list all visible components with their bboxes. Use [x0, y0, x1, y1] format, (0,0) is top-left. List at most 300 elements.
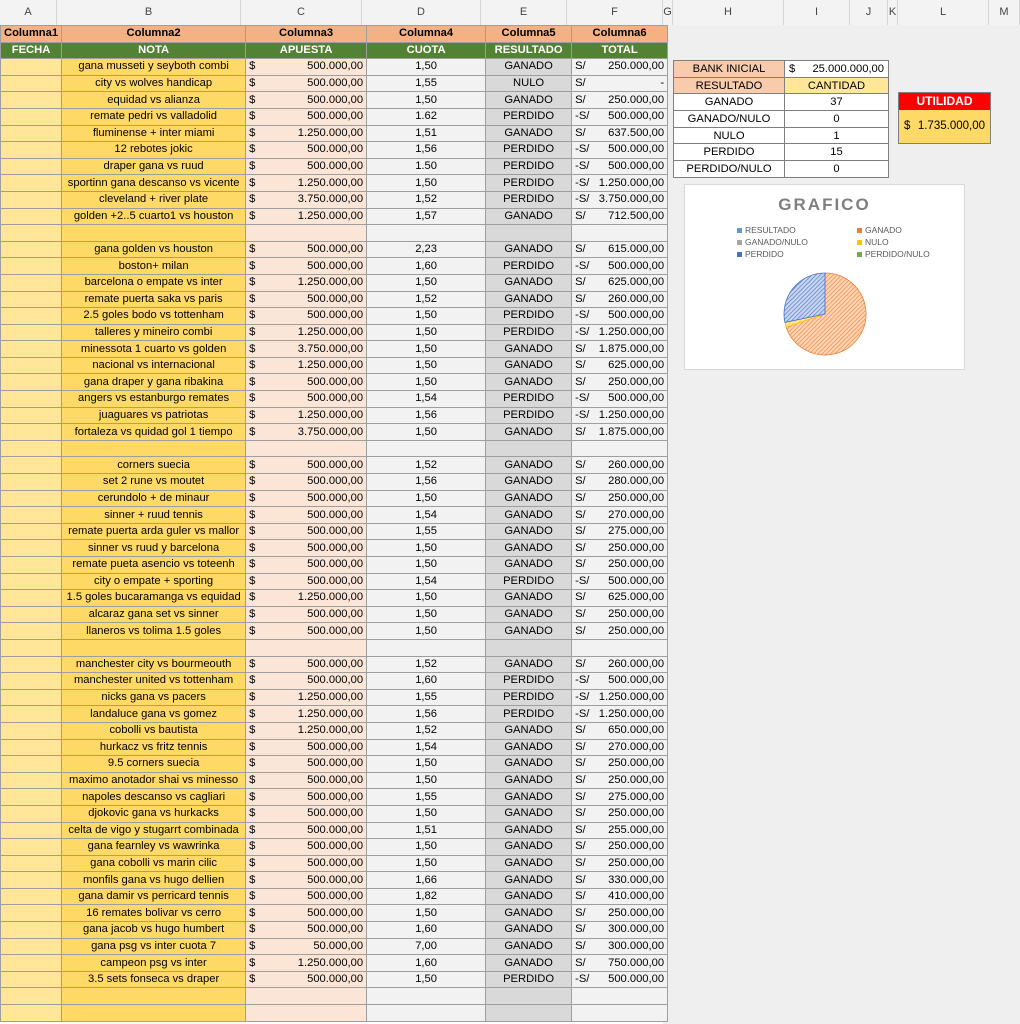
- cell-apuesta[interactable]: [246, 142, 367, 159]
- cell-total[interactable]: [572, 689, 668, 706]
- cell-apuesta[interactable]: [246, 92, 367, 109]
- cell-nota[interactable]: corners suecia: [62, 457, 246, 474]
- cell-resultado[interactable]: PERDIDO: [486, 175, 572, 192]
- cell-fecha[interactable]: [1, 357, 62, 374]
- cell-resultado[interactable]: PERDIDO: [486, 108, 572, 125]
- pie-chart[interactable]: [684, 184, 965, 370]
- empty-cell[interactable]: [1, 988, 62, 1005]
- cell-resultado[interactable]: GANADO: [486, 557, 572, 574]
- cell-total[interactable]: [572, 324, 668, 341]
- cell-nota[interactable]: 1.5 goles bucaramanga vs equidad: [62, 590, 246, 607]
- empty-cell[interactable]: [486, 988, 572, 1005]
- cell-resultado[interactable]: GANADO: [486, 357, 572, 374]
- cell-nota[interactable]: equidad vs alianza: [62, 92, 246, 109]
- cell-total[interactable]: [572, 540, 668, 557]
- cell-resultado[interactable]: PERDIDO: [486, 308, 572, 325]
- cell-fecha[interactable]: [1, 540, 62, 557]
- cell-cuota[interactable]: 1,60: [367, 955, 486, 972]
- empty-cell[interactable]: [246, 1005, 367, 1022]
- cell-cuota[interactable]: 1,50: [367, 274, 486, 291]
- cell-cuota[interactable]: 1,50: [367, 772, 486, 789]
- cell-cuota[interactable]: 1,52: [367, 457, 486, 474]
- col-header-c[interactable]: C: [241, 0, 362, 25]
- cell-cuota[interactable]: 1,50: [367, 490, 486, 507]
- summary-label[interactable]: GANADO/NULO: [674, 111, 785, 128]
- pie-slice-perdido[interactable]: [784, 273, 825, 322]
- cell-nota[interactable]: set 2 rune vs moutet: [62, 474, 246, 491]
- empty-cell[interactable]: [367, 988, 486, 1005]
- cell-cuota[interactable]: 1,50: [367, 855, 486, 872]
- cell-total[interactable]: [572, 142, 668, 159]
- cell-nota[interactable]: gana damir vs perricard tennis: [62, 888, 246, 905]
- cell-apuesta[interactable]: [246, 573, 367, 590]
- cell-fecha[interactable]: [1, 839, 62, 856]
- cell-nota[interactable]: monfils gana vs hugo dellien: [62, 872, 246, 889]
- bank-value-cell[interactable]: [785, 61, 889, 78]
- cell-resultado[interactable]: PERDIDO: [486, 706, 572, 723]
- cell-resultado[interactable]: GANADO: [486, 656, 572, 673]
- cell-cuota[interactable]: 1,50: [367, 424, 486, 441]
- cell-apuesta[interactable]: [246, 258, 367, 275]
- cell-fecha[interactable]: [1, 308, 62, 325]
- cell-cuota[interactable]: 1.62: [367, 108, 486, 125]
- cell-fecha[interactable]: [1, 490, 62, 507]
- cell-nota[interactable]: gana psg vs inter cuota 7: [62, 938, 246, 955]
- cell-resultado[interactable]: GANADO: [486, 125, 572, 142]
- cell-total[interactable]: [572, 789, 668, 806]
- cell-cuota[interactable]: 1,50: [367, 324, 486, 341]
- cell-nota[interactable]: city vs wolves handicap: [62, 75, 246, 92]
- cell-cuota[interactable]: 1,50: [367, 341, 486, 358]
- summary-value[interactable]: 15: [785, 144, 889, 161]
- empty-cell[interactable]: [367, 639, 486, 656]
- cell-apuesta[interactable]: [246, 938, 367, 955]
- cell-fecha[interactable]: [1, 523, 62, 540]
- col-header-l[interactable]: L: [898, 0, 989, 25]
- cell-cuota[interactable]: 7,00: [367, 938, 486, 955]
- cell-resultado[interactable]: PERDIDO: [486, 324, 572, 341]
- header-cell[interactable]: Columna2: [62, 26, 246, 43]
- cell-total[interactable]: [572, 822, 668, 839]
- cell-cuota[interactable]: 1,50: [367, 905, 486, 922]
- cell-nota[interactable]: cleveland + river plate: [62, 191, 246, 208]
- col-header-k[interactable]: K: [888, 0, 898, 25]
- cell-fecha[interactable]: [1, 241, 62, 258]
- empty-cell[interactable]: [367, 225, 486, 242]
- cell-total[interactable]: [572, 590, 668, 607]
- cell-fecha[interactable]: [1, 855, 62, 872]
- cell-cuota[interactable]: 1,55: [367, 789, 486, 806]
- cell-total[interactable]: [572, 424, 668, 441]
- cell-cuota[interactable]: 1,56: [367, 706, 486, 723]
- cell-cuota[interactable]: 1,60: [367, 258, 486, 275]
- cell-fecha[interactable]: [1, 573, 62, 590]
- cell-fecha[interactable]: [1, 938, 62, 955]
- summary-label[interactable]: GANADO: [674, 94, 785, 111]
- summary-value[interactable]: 1: [785, 127, 889, 144]
- cell-total[interactable]: [572, 839, 668, 856]
- cell-cuota[interactable]: 1,50: [367, 839, 486, 856]
- cell-apuesta[interactable]: [246, 175, 367, 192]
- empty-cell[interactable]: [62, 225, 246, 242]
- cell-cuota[interactable]: 1,82: [367, 888, 486, 905]
- cell-fecha[interactable]: [1, 756, 62, 773]
- cell-apuesta[interactable]: [246, 324, 367, 341]
- col-header-d[interactable]: D: [362, 0, 481, 25]
- empty-cell[interactable]: [572, 225, 668, 242]
- cell-apuesta[interactable]: [246, 656, 367, 673]
- cell-total[interactable]: [572, 357, 668, 374]
- cell-nota[interactable]: remate pedri vs valladolid: [62, 108, 246, 125]
- empty-cell[interactable]: [367, 440, 486, 457]
- cell-apuesta[interactable]: [246, 955, 367, 972]
- cell-nota[interactable]: napoles descanso vs cagliari: [62, 789, 246, 806]
- cell-cuota[interactable]: 1,50: [367, 374, 486, 391]
- header-resultado[interactable]: RESULTADO: [486, 42, 572, 59]
- empty-cell[interactable]: [1, 1005, 62, 1022]
- cell-fecha[interactable]: [1, 805, 62, 822]
- cell-fecha[interactable]: [1, 822, 62, 839]
- cell-cuota[interactable]: 1,55: [367, 689, 486, 706]
- cell-resultado[interactable]: GANADO: [486, 722, 572, 739]
- cell-total[interactable]: [572, 905, 668, 922]
- cell-apuesta[interactable]: [246, 971, 367, 988]
- cell-nota[interactable]: golden +2..5 cuarto1 vs houston: [62, 208, 246, 225]
- cell-cuota[interactable]: 1,50: [367, 540, 486, 557]
- empty-cell[interactable]: [486, 225, 572, 242]
- cell-cuota[interactable]: 1,50: [367, 175, 486, 192]
- cell-fecha[interactable]: [1, 108, 62, 125]
- cell-resultado[interactable]: GANADO: [486, 805, 572, 822]
- cell-apuesta[interactable]: [246, 606, 367, 623]
- header-nota[interactable]: NOTA: [62, 42, 246, 59]
- cell-cuota[interactable]: 1,50: [367, 357, 486, 374]
- cell-fecha[interactable]: [1, 590, 62, 607]
- header-fecha[interactable]: FECHA: [1, 42, 62, 59]
- col-header-b[interactable]: B: [57, 0, 241, 25]
- cell-apuesta[interactable]: [246, 274, 367, 291]
- cell-apuesta[interactable]: [246, 191, 367, 208]
- cell-nota[interactable]: nicks gana vs pacers: [62, 689, 246, 706]
- empty-cell[interactable]: [1, 440, 62, 457]
- cell-nota[interactable]: city o empate + sporting: [62, 573, 246, 590]
- cell-apuesta[interactable]: [246, 407, 367, 424]
- cell-resultado[interactable]: NULO: [486, 75, 572, 92]
- cell-cuota[interactable]: 1,52: [367, 291, 486, 308]
- cell-fecha[interactable]: [1, 407, 62, 424]
- empty-cell[interactable]: [572, 440, 668, 457]
- cell-fecha[interactable]: [1, 291, 62, 308]
- col-header-f[interactable]: F: [567, 0, 663, 25]
- cell-fecha[interactable]: [1, 673, 62, 690]
- cell-cuota[interactable]: 1,56: [367, 407, 486, 424]
- cell-nota[interactable]: angers vs estanburgo remates: [62, 391, 246, 408]
- cell-resultado[interactable]: GANADO: [486, 888, 572, 905]
- cell-resultado[interactable]: GANADO: [486, 739, 572, 756]
- cell-cuota[interactable]: 1,60: [367, 673, 486, 690]
- header-cell[interactable]: Columna5: [486, 26, 572, 43]
- cell-cuota[interactable]: 1,51: [367, 822, 486, 839]
- summary-value[interactable]: 0: [785, 161, 889, 178]
- cell-cuota[interactable]: 1,50: [367, 623, 486, 640]
- cell-apuesta[interactable]: [246, 490, 367, 507]
- cell-fecha[interactable]: [1, 905, 62, 922]
- cell-nota[interactable]: cerundolo + de minaur: [62, 490, 246, 507]
- cell-nota[interactable]: remate puerta arda guler vs mallor: [62, 523, 246, 540]
- cell-total[interactable]: [572, 573, 668, 590]
- col-header-j[interactable]: J: [850, 0, 888, 25]
- cell-total[interactable]: [572, 158, 668, 175]
- cell-total[interactable]: [572, 341, 668, 358]
- cell-cuota[interactable]: 1,50: [367, 59, 486, 76]
- cell-resultado[interactable]: GANADO: [486, 291, 572, 308]
- cell-nota[interactable]: gana musseti y seyboth combi: [62, 59, 246, 76]
- cell-resultado[interactable]: GANADO: [486, 905, 572, 922]
- cell-apuesta[interactable]: [246, 374, 367, 391]
- cell-total[interactable]: [572, 108, 668, 125]
- cell-total[interactable]: [572, 606, 668, 623]
- cell-fecha[interactable]: [1, 888, 62, 905]
- cell-nota[interactable]: sportinn gana descanso vs vicente: [62, 175, 246, 192]
- cell-nota[interactable]: llaneros vs tolima 1.5 goles: [62, 623, 246, 640]
- cell-apuesta[interactable]: [246, 839, 367, 856]
- cell-nota[interactable]: gana jacob vs hugo humbert: [62, 922, 246, 939]
- cell-fecha[interactable]: [1, 457, 62, 474]
- empty-cell[interactable]: [1, 225, 62, 242]
- empty-cell[interactable]: [1, 639, 62, 656]
- cell-nota[interactable]: 9.5 corners suecia: [62, 756, 246, 773]
- cell-cuota[interactable]: 1,56: [367, 474, 486, 491]
- cell-nota[interactable]: minessota 1 cuarto vs golden: [62, 341, 246, 358]
- cell-apuesta[interactable]: [246, 739, 367, 756]
- cell-cuota[interactable]: 1,54: [367, 739, 486, 756]
- cell-nota[interactable]: 12 rebotes jokic: [62, 142, 246, 159]
- cell-fecha[interactable]: [1, 656, 62, 673]
- cell-nota[interactable]: landaluce gana vs gomez: [62, 706, 246, 723]
- cell-resultado[interactable]: PERDIDO: [486, 191, 572, 208]
- cell-resultado[interactable]: PERDIDO: [486, 689, 572, 706]
- cell-total[interactable]: [572, 92, 668, 109]
- cell-total[interactable]: [572, 308, 668, 325]
- col-header-m[interactable]: M: [989, 0, 1020, 25]
- cell-resultado[interactable]: GANADO: [486, 540, 572, 557]
- cell-total[interactable]: [572, 955, 668, 972]
- cell-nota[interactable]: sinner + ruud tennis: [62, 507, 246, 524]
- cell-nota[interactable]: manchester city vs bourmeouth: [62, 656, 246, 673]
- cell-total[interactable]: [572, 706, 668, 723]
- cell-apuesta[interactable]: [246, 108, 367, 125]
- cell-apuesta[interactable]: [246, 822, 367, 839]
- cell-total[interactable]: [572, 805, 668, 822]
- cell-resultado[interactable]: PERDIDO: [486, 407, 572, 424]
- cell-cuota[interactable]: 1,50: [367, 805, 486, 822]
- cell-total[interactable]: [572, 175, 668, 192]
- col-header-i[interactable]: I: [784, 0, 850, 25]
- empty-cell[interactable]: [486, 639, 572, 656]
- cell-apuesta[interactable]: [246, 706, 367, 723]
- summary-value[interactable]: 0: [785, 111, 889, 128]
- cell-cuota[interactable]: 1,54: [367, 507, 486, 524]
- cell-fecha[interactable]: [1, 557, 62, 574]
- cell-apuesta[interactable]: [246, 789, 367, 806]
- cell-apuesta[interactable]: [246, 756, 367, 773]
- cell-fecha[interactable]: [1, 955, 62, 972]
- cell-apuesta[interactable]: [246, 673, 367, 690]
- cell-nota[interactable]: djokovic gana vs hurkacks: [62, 805, 246, 822]
- cell-fecha[interactable]: [1, 872, 62, 889]
- cell-cuota[interactable]: 1,55: [367, 523, 486, 540]
- cell-cuota[interactable]: 1,50: [367, 92, 486, 109]
- cell-total[interactable]: [572, 756, 668, 773]
- cell-total[interactable]: [572, 258, 668, 275]
- cell-apuesta[interactable]: [246, 424, 367, 441]
- cell-nota[interactable]: sinner vs ruud y barcelona: [62, 540, 246, 557]
- cell-apuesta[interactable]: [246, 391, 367, 408]
- cell-total[interactable]: [572, 855, 668, 872]
- cell-total[interactable]: [572, 739, 668, 756]
- col-header-a[interactable]: A: [0, 0, 57, 25]
- cell-resultado[interactable]: PERDIDO: [486, 573, 572, 590]
- cell-apuesta[interactable]: [246, 291, 367, 308]
- cell-nota[interactable]: maximo anotador shai vs minesso: [62, 772, 246, 789]
- cell-apuesta[interactable]: [246, 922, 367, 939]
- cell-apuesta[interactable]: [246, 523, 367, 540]
- header-cell[interactable]: Columna3: [246, 26, 367, 43]
- summary-value[interactable]: 37: [785, 94, 889, 111]
- cell-cuota[interactable]: 1,55: [367, 75, 486, 92]
- cell-resultado[interactable]: GANADO: [486, 872, 572, 889]
- bank-label[interactable]: BANK INICIAL: [674, 61, 785, 78]
- cell-cuota[interactable]: 1,50: [367, 557, 486, 574]
- cell-total[interactable]: [572, 673, 668, 690]
- cell-nota[interactable]: barcelona o empate vs inter: [62, 274, 246, 291]
- cell-total[interactable]: [572, 772, 668, 789]
- cell-nota[interactable]: nacional vs internacional: [62, 357, 246, 374]
- cell-cuota[interactable]: 1,50: [367, 308, 486, 325]
- header-cell[interactable]: Columna1: [1, 26, 62, 43]
- cell-nota[interactable]: celta de vigo y stugarrt combinada: [62, 822, 246, 839]
- cell-resultado[interactable]: GANADO: [486, 855, 572, 872]
- cell-fecha[interactable]: [1, 125, 62, 142]
- cell-fecha[interactable]: [1, 208, 62, 225]
- cell-apuesta[interactable]: [246, 540, 367, 557]
- cell-resultado[interactable]: PERDIDO: [486, 142, 572, 159]
- cell-cuota[interactable]: 1,50: [367, 971, 486, 988]
- cell-total[interactable]: [572, 374, 668, 391]
- col-header-g[interactable]: G: [663, 0, 673, 25]
- cell-cuota[interactable]: 1,54: [367, 391, 486, 408]
- cell-cuota[interactable]: 1,50: [367, 590, 486, 607]
- summary-head-value[interactable]: CANTIDAD: [785, 77, 889, 94]
- cell-nota[interactable]: gana fearnley vs wawrinka: [62, 839, 246, 856]
- empty-cell[interactable]: [572, 639, 668, 656]
- cell-resultado[interactable]: GANADO: [486, 955, 572, 972]
- cell-apuesta[interactable]: [246, 905, 367, 922]
- empty-cell[interactable]: [62, 988, 246, 1005]
- cell-apuesta[interactable]: [246, 772, 367, 789]
- cell-resultado[interactable]: GANADO: [486, 523, 572, 540]
- cell-nota[interactable]: 3.5 sets fonseca vs draper: [62, 971, 246, 988]
- cell-resultado[interactable]: GANADO: [486, 839, 572, 856]
- col-header-h[interactable]: H: [673, 0, 784, 25]
- cell-fecha[interactable]: [1, 606, 62, 623]
- empty-cell[interactable]: [246, 988, 367, 1005]
- header-cuota[interactable]: CUOTA: [367, 42, 486, 59]
- cell-fecha[interactable]: [1, 391, 62, 408]
- empty-cell[interactable]: [486, 440, 572, 457]
- cell-total[interactable]: [572, 623, 668, 640]
- empty-cell[interactable]: [62, 1005, 246, 1022]
- cell-fecha[interactable]: [1, 142, 62, 159]
- cell-total[interactable]: [572, 191, 668, 208]
- cell-total[interactable]: [572, 490, 668, 507]
- cell-cuota[interactable]: 1,66: [367, 872, 486, 889]
- summary-head-label[interactable]: RESULTADO: [674, 77, 785, 94]
- cell-total[interactable]: [572, 457, 668, 474]
- cell-apuesta[interactable]: [246, 689, 367, 706]
- cell-fecha[interactable]: [1, 772, 62, 789]
- cell-total[interactable]: [572, 208, 668, 225]
- cell-nota[interactable]: campeon psg vs inter: [62, 955, 246, 972]
- cell-total[interactable]: [572, 391, 668, 408]
- cell-resultado[interactable]: PERDIDO: [486, 391, 572, 408]
- cell-apuesta[interactable]: [246, 457, 367, 474]
- cell-total[interactable]: [572, 523, 668, 540]
- cell-fecha[interactable]: [1, 971, 62, 988]
- cell-resultado[interactable]: GANADO: [486, 789, 572, 806]
- utilidad-value-cell[interactable]: [899, 110, 990, 143]
- cell-fecha[interactable]: [1, 59, 62, 76]
- cell-total[interactable]: [572, 407, 668, 424]
- cell-fecha[interactable]: [1, 689, 62, 706]
- cell-apuesta[interactable]: [246, 722, 367, 739]
- cell-fecha[interactable]: [1, 722, 62, 739]
- cell-total[interactable]: [572, 75, 668, 92]
- cell-resultado[interactable]: GANADO: [486, 772, 572, 789]
- cell-apuesta[interactable]: [246, 208, 367, 225]
- cell-nota[interactable]: remate pueta asencio vs toteenh: [62, 557, 246, 574]
- cell-nota[interactable]: draper gana vs ruud: [62, 158, 246, 175]
- cell-resultado[interactable]: PERDIDO: [486, 971, 572, 988]
- cell-nota[interactable]: fluminense + inter miami: [62, 125, 246, 142]
- cell-resultado[interactable]: GANADO: [486, 341, 572, 358]
- cell-resultado[interactable]: GANADO: [486, 756, 572, 773]
- cell-nota[interactable]: fortaleza vs quidad gol 1 tiempo: [62, 424, 246, 441]
- header-cell[interactable]: Columna4: [367, 26, 486, 43]
- cell-apuesta[interactable]: [246, 855, 367, 872]
- cell-apuesta[interactable]: [246, 125, 367, 142]
- cell-nota[interactable]: 2.5 goles bodo vs tottenham: [62, 308, 246, 325]
- cell-total[interactable]: [572, 291, 668, 308]
- cell-apuesta[interactable]: [246, 805, 367, 822]
- cell-resultado[interactable]: GANADO: [486, 374, 572, 391]
- utilidad-label[interactable]: UTILIDAD: [899, 93, 990, 110]
- cell-fecha[interactable]: [1, 258, 62, 275]
- cell-fecha[interactable]: [1, 739, 62, 756]
- cell-resultado[interactable]: GANADO: [486, 490, 572, 507]
- cell-cuota[interactable]: 1.50: [367, 158, 486, 175]
- cell-cuota[interactable]: 1,57: [367, 208, 486, 225]
- cell-total[interactable]: [572, 656, 668, 673]
- cell-total[interactable]: [572, 971, 668, 988]
- cell-resultado[interactable]: GANADO: [486, 822, 572, 839]
- cell-resultado[interactable]: GANADO: [486, 457, 572, 474]
- cell-total[interactable]: [572, 557, 668, 574]
- cell-fecha[interactable]: [1, 175, 62, 192]
- summary-label[interactable]: PERDIDO/NULO: [674, 161, 785, 178]
- cell-apuesta[interactable]: [246, 888, 367, 905]
- cell-total[interactable]: [572, 872, 668, 889]
